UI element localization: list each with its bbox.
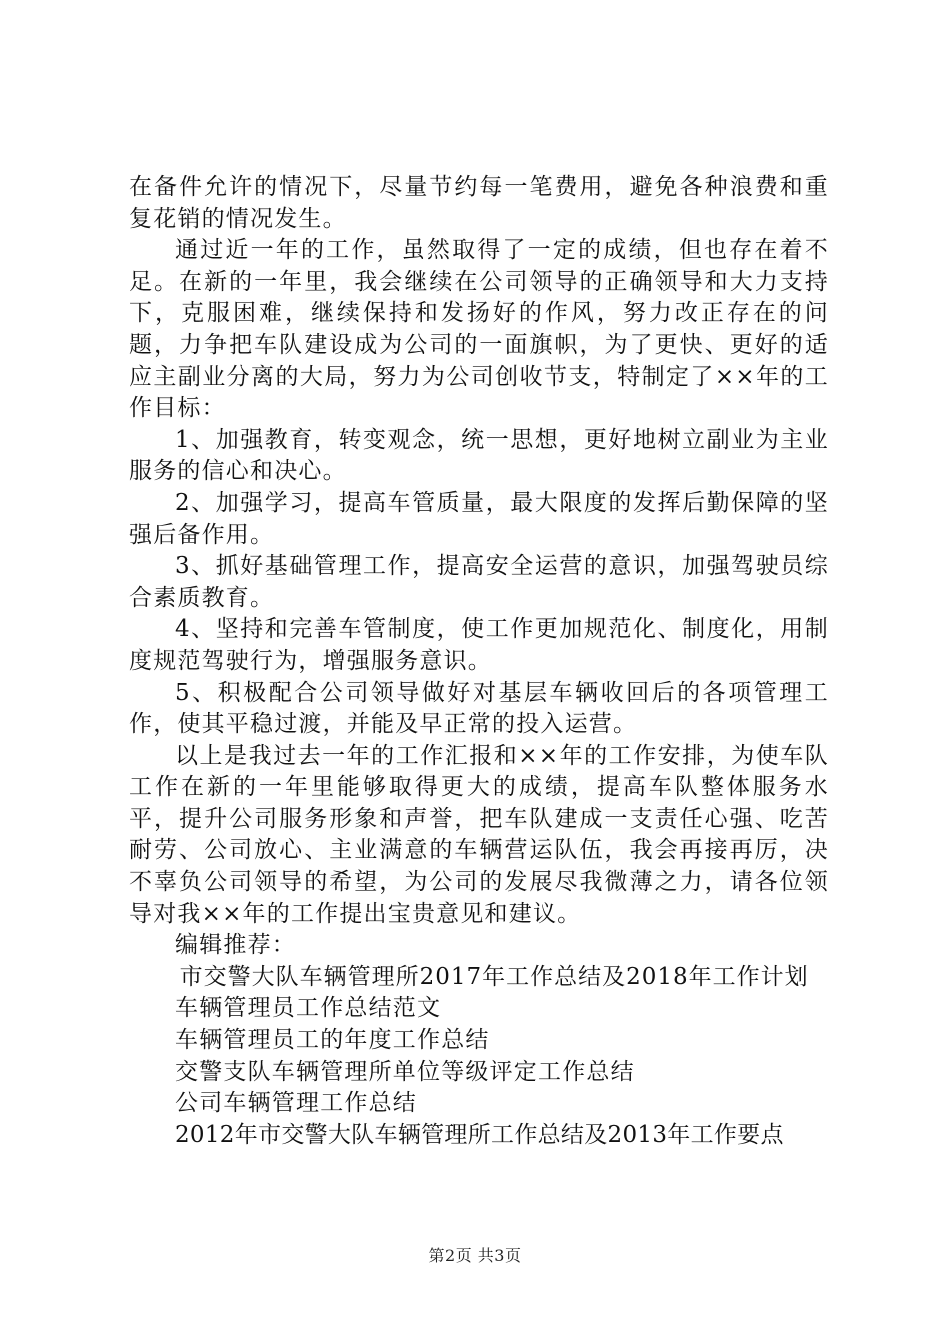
recommendation-link[interactable]: 2012年市交警大队车辆管理所工作总结及2013年工作要点 <box>175 1121 784 1148</box>
paragraph-continuation: 在备件允许的情况下，尽量节约每一笔费用，避免各种浪费和重复花销的情况发生。 <box>129 174 829 232</box>
recommendation-link[interactable]: 市交警大队车辆管理所2017年工作总结及2018年工作计划 <box>179 963 809 990</box>
goal-item-5: 5、积极配合公司领导做好对基层车辆收回后的各项管理工作，使其平稳过渡，并能及早正常的投入运营。 <box>129 679 829 738</box>
recommend-heading: 编辑推荐： <box>175 932 296 959</box>
paragraph-closing: 以上是我过去一年的工作汇报和××年的工作安排，为使车队工作在新的一年里能够取得更大的成绩，提高车队整体服务水平，提升公司服务形象和声誉，把车队建成一支责任心强、吃苦耐劳、公司放心、主业满意的车辆营运队伍，我会再接再厉，决不辜负公司领导的希望，为公司的发展尽我微薄之力，请各位领导对我××年的工作提出宝贵意见和建议。 <box>129 742 829 927</box>
goal-item-1: 1、加强教育，转变观念，统一思想，更好地树立副业为主业服务的信心和决心。 <box>129 426 829 485</box>
goal-item-4: 4、坚持和完善车管制度，使工作更加规范化、制度化，用制度规范驾驶行为，增强服务意识。 <box>129 616 829 674</box>
page-footer: 第2页 共3页 <box>428 1246 522 1265</box>
recommendation-link[interactable]: 车辆管理员工的年度工作总结 <box>175 1027 490 1054</box>
recommendation-list <box>129 962 829 1152</box>
document-body <box>129 172 829 1151</box>
paragraph-summary: 通过近一年的工作，虽然取得了一定的成绩，但也存在着不足。在新的一年里，我会继续在公司领导的正确领导和大力支持下，克服困难，继续保持和发扬好的作风，努力改正存在的问题，力争把车队建设成为公司的一面旗帜，为了更快、更好的适应主副业分离的大局，努力为公司创收节支，特制定了××年的工作目标： <box>129 237 829 422</box>
goal-item-2: 2、加强学习，提高车管质量，最大限度的发挥后勤保障的坚强后备作用。 <box>129 489 829 548</box>
recommendation-link[interactable]: 交警支队车辆管理所单位等级评定工作总结 <box>175 1058 635 1085</box>
recommendation-link[interactable]: 公司车辆管理工作总结 <box>175 1090 417 1117</box>
recommendation-link[interactable]: 车辆管理员工作总结范文 <box>175 995 442 1022</box>
goal-item-3: 3、抓好基础管理工作，提高安全运营的意识，加强驾驶员综合素质教育。 <box>129 553 829 611</box>
